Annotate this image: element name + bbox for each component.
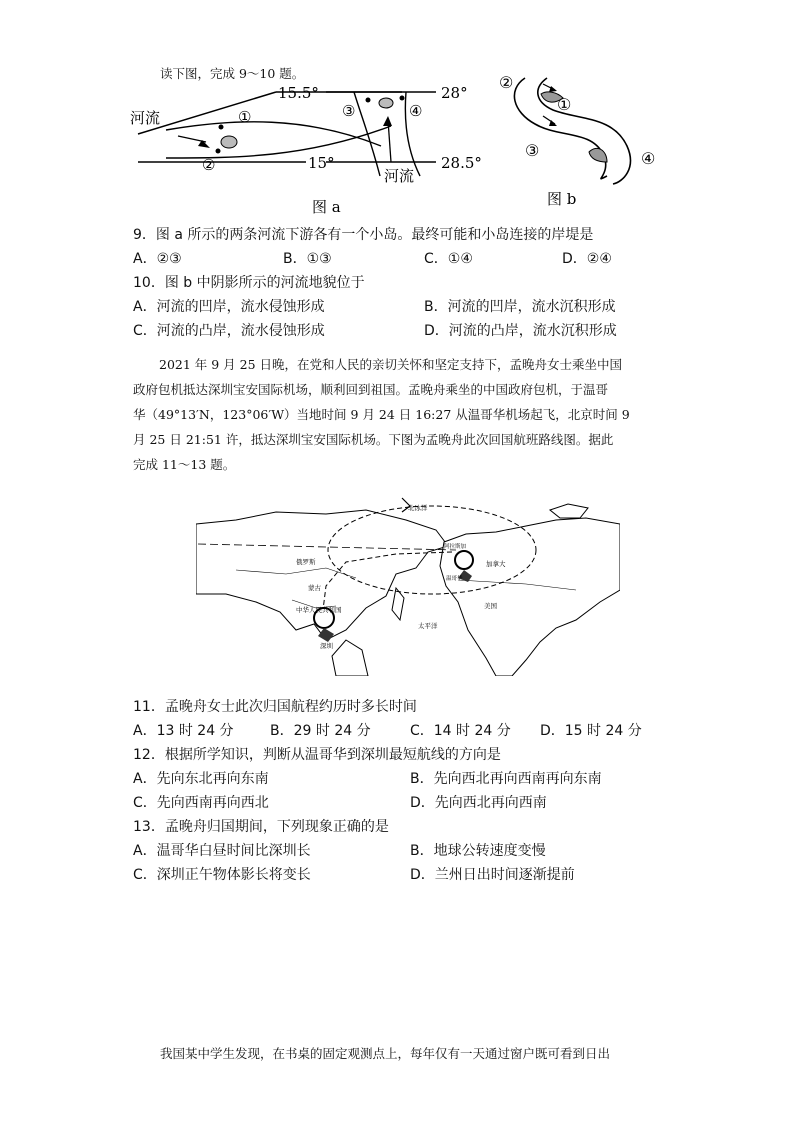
passage-line: 完成 11～13 题。 (133, 457, 236, 472)
marker-3: ③ (342, 102, 356, 120)
q9-option-d[interactable]: D．②④ (562, 251, 612, 267)
figure-a-left (130, 84, 402, 174)
lat-top-label: 15.5° (278, 84, 319, 102)
marker-2: ② (202, 156, 216, 174)
q12-option-b[interactable]: B．先向西北再向西南再向东南 (410, 771, 602, 787)
shaded-landform-2 (589, 148, 607, 162)
next-passage-line: 我国某中学生发现，在书桌的固定观测点上，每年仅有一天通过窗户既可看到日出 (160, 1046, 611, 1061)
river-label: 河流 (130, 109, 161, 127)
question-11-stem: 11．孟晚舟女士此次归国航程约历时多长时间 (133, 699, 417, 715)
map-label-shenzhen: 深圳 (320, 642, 333, 650)
q12-option-d[interactable]: D．先向西北再向西南 (410, 795, 547, 811)
q13-option-d[interactable]: D．兰州日出时间逐渐提前 (410, 867, 575, 883)
q13-option-b[interactable]: B．地球公转速度变慢 (410, 843, 546, 859)
meander-bank-outer (514, 78, 607, 179)
q12-option-c[interactable]: C．先向西南再向西北 (133, 795, 269, 811)
figure-b-caption: 图 b (547, 190, 577, 208)
q10-option-a[interactable]: A．河流的凹岸，流水侵蚀形成 (133, 299, 325, 315)
q13-option-a[interactable]: A．温哥华白昼时间比深圳长 (133, 843, 311, 859)
map-label-usa: 美国 (484, 602, 497, 610)
map-label-vancouver: 温哥华 (446, 576, 463, 582)
passage-line: 月 25 日 21:51 许，抵达深圳宝安国际机场。下图为孟晚舟此次回国航班路线图。据此 (133, 432, 614, 447)
question-9-stem: 9．图 a 所示的两条河流下游各有一个小岛。最终可能和小岛连接的岸堤是 (133, 227, 594, 243)
intro-text: 读下图，完成 9～10 题。 (160, 66, 305, 81)
map-label-pacific: 太平洋 (418, 622, 438, 630)
island (221, 136, 237, 148)
marker-b-1: ① (557, 95, 572, 114)
map-label-arctic: 北冰洋 (408, 504, 428, 512)
map-label-china: 中华人民共和国 (296, 606, 342, 614)
q10-option-c[interactable]: C．河流的凸岸，流水侵蚀形成 (133, 323, 325, 339)
question-13-stem: 13．孟晚舟归国期间，下列现象正确的是 (133, 819, 389, 835)
island-right (379, 98, 393, 108)
marker-1: ① (238, 108, 252, 126)
map-label-russia: 俄罗斯 (296, 558, 316, 566)
figure-a (126, 78, 506, 218)
marker-b-2: ② (499, 73, 514, 92)
passage-line: 华（49°13′N，123°06′W）当地时间 9 月 24 日 16:27 从温哥华机场起飞，北京时间 9 (133, 407, 630, 422)
river-bank-north (166, 122, 381, 146)
lat-bottom-label-right: 28.5° (441, 154, 482, 172)
map-label-alaska: 阿拉斯加 (444, 544, 467, 550)
question-10-stem: 10．图 b 中阴影所示的河流地貌位于 (133, 275, 365, 291)
passage-line: 政府包机抵达深圳宝安国际机场，顺利回到祖国。孟晚舟乘坐的中国政府包机，于温哥 (133, 382, 609, 397)
river-label-right: 河流 (384, 167, 415, 185)
figure-b (495, 66, 665, 216)
passage-line: 2021 年 9 月 25 日晚，在党和人民的亲切关怀和坚定支持下，孟晚舟女士乘坐中国 (159, 357, 623, 372)
passage (133, 352, 673, 477)
q11-option-b[interactable]: B．29 时 24 分 (270, 723, 371, 739)
marker-b-4: ④ (641, 149, 656, 168)
q9-option-b[interactable]: B．①③ (283, 251, 332, 267)
q12-option-a[interactable]: A．先向东北再向东南 (133, 771, 269, 787)
q9-option-c[interactable]: C．①④ (424, 251, 473, 267)
flight-route-map (196, 490, 620, 676)
marker-b-3: ③ (525, 141, 540, 160)
q11-option-a[interactable]: A．13 时 24 分 (133, 723, 234, 739)
map-label-canada: 加拿大 (486, 560, 506, 568)
vancouver-marker (455, 551, 473, 569)
river-bank-south (166, 126, 391, 158)
map-label-mongolia: 蒙古 (308, 584, 321, 592)
lat-top-label-right: 28° (441, 84, 468, 102)
q13-option-c[interactable]: C．深圳正午物体影长将变长 (133, 867, 311, 883)
q11-option-d[interactable]: D．15 时 24 分 (540, 723, 642, 739)
q10-option-d[interactable]: D．河流的凸岸，流水沉积形成 (424, 323, 617, 339)
question-12-stem: 12．根据所学知识，判断从温哥华到深圳最短航线的方向是 (133, 747, 501, 763)
lat-bottom-label: 15° (308, 154, 335, 172)
marker-4: ④ (409, 102, 423, 120)
figure-a-caption: 图 a (312, 198, 341, 216)
q10-option-b[interactable]: B．河流的凹岸，流水沉积形成 (424, 299, 616, 315)
q9-option-a[interactable]: A．②③ (133, 251, 182, 267)
q11-option-c[interactable]: C．14 时 24 分 (410, 723, 511, 739)
